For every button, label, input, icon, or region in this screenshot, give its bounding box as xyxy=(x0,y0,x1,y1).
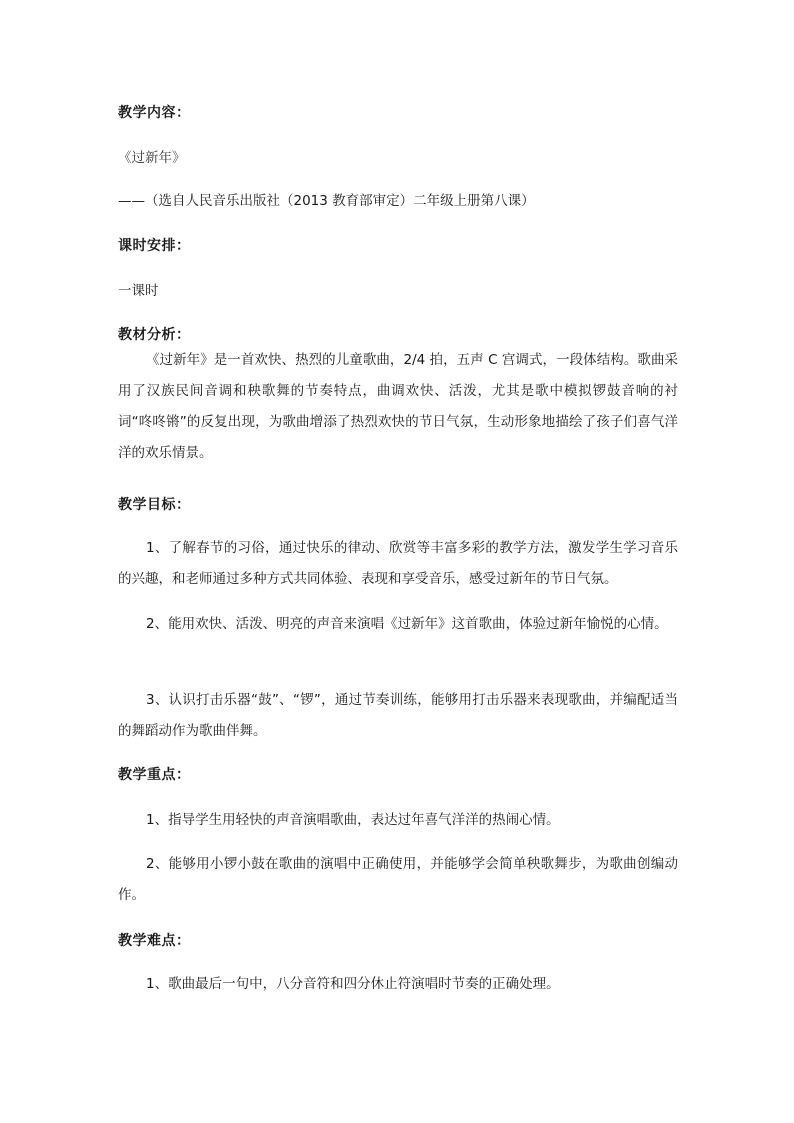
difficulty-item-1: 1、歌曲最后一句中，八分音符和四分休止符演唱时节奏的正确处理。 xyxy=(146,976,560,992)
heading-teaching-content: 教学内容： xyxy=(118,105,191,121)
heading-difficulties: 教学难点： xyxy=(118,933,191,949)
heading-goals: 教学目标： xyxy=(118,497,191,513)
key-point-item-2: 2、能够用小锣小鼓在歌曲的演唱中正确使用，并能够学会简单秧歌舞步，为歌曲创编动作。 xyxy=(118,856,678,903)
heading-schedule: 课时安排： xyxy=(118,238,191,254)
schedule-text: 一课时 xyxy=(118,283,159,299)
heading-analysis: 教材分析： xyxy=(118,327,191,343)
heading-key-points: 教学重点： xyxy=(118,767,191,783)
goal-item-1: 1、了解春节的习俗，通过快乐的律动、欣赏等丰富多彩的教学方法，激发学生学习音乐的兴趣，和老师通过多种方式共同体验、表现和享受音乐，感受过新年的节日气氛。 xyxy=(118,540,678,587)
song-title: 《过新年》 xyxy=(118,150,186,166)
analysis-paragraph: 《过新年》是一首欢快、热烈的儿童歌曲，2/4 拍，五声 C 宫调式，一段体结构。歌曲采用了汉族民间音调和秧歌舞的节奏特点，曲调欢快、活泼，尤其是歌中模拟锣鼓音响的衬词“咚咚锵”的反复出现，为歌曲增添了热烈欢快的节日气氛，生动形象地描绘了孩子们喜气洋洋的欢乐情景。 xyxy=(118,352,678,461)
goal-item-3: 3、认识打击乐器“鼓”、“锣”，通过节奏训练，能够用打击乐器来表现歌曲，并编配适当的舞蹈动作为歌曲伴舞。 xyxy=(118,692,678,739)
key-point-item-1: 1、指导学生用轻快的声音演唱歌曲，表达过年喜气洋洋的热闹心情。 xyxy=(146,812,560,828)
song-source: ——（选自人民音乐出版社（2013 教育部审定）二年级上册第八课） xyxy=(118,193,535,209)
goal-item-2: 2、能用欢快、活泼、明亮的声音来演唱《过新年》这首歌曲，体验过新年愉悦的心情。 xyxy=(146,616,668,632)
